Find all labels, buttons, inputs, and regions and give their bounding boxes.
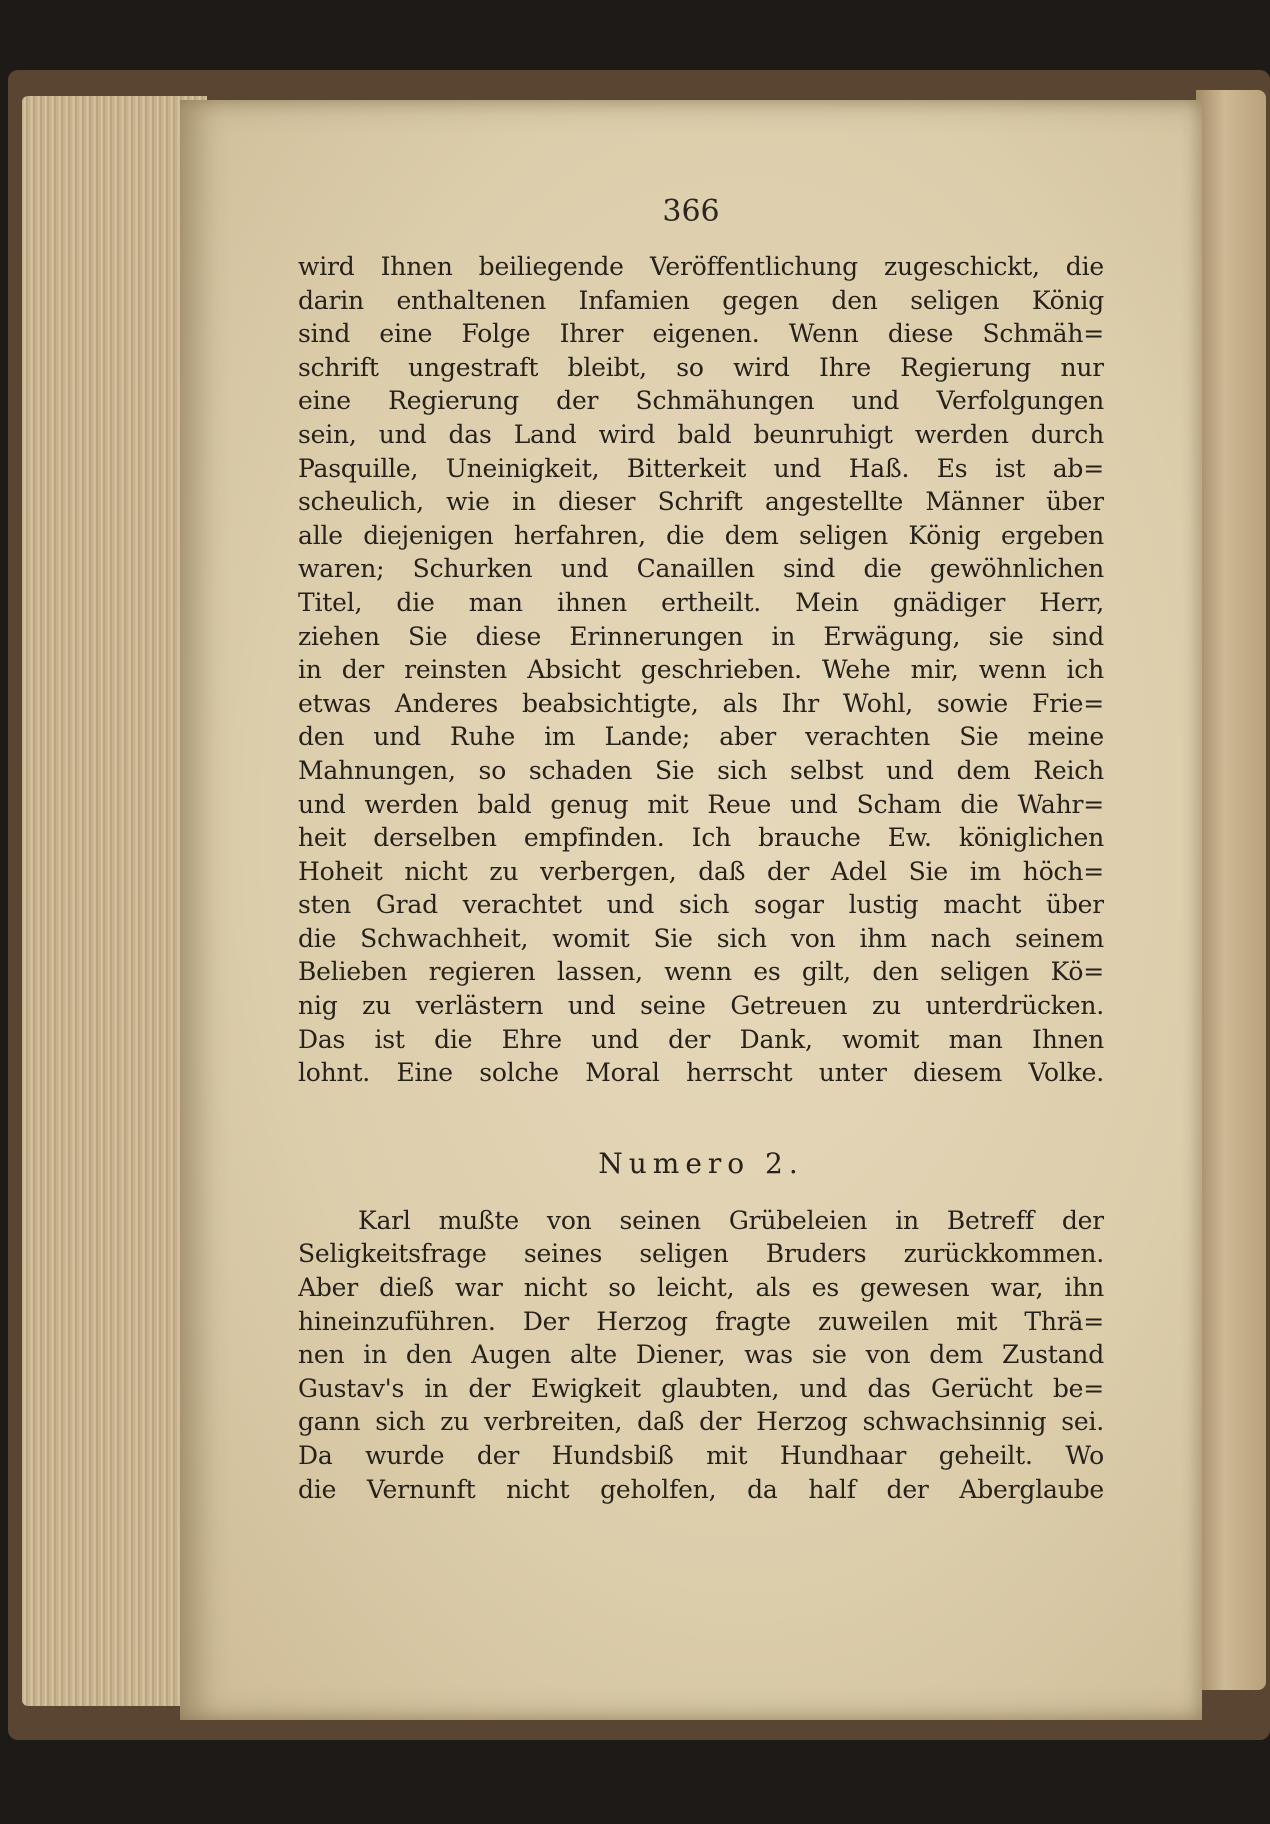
text-line: Gustav's in der Ewigkeit glaubten, und das Gerücht be= <box>298 1373 1104 1403</box>
text-line: etwas Anderes beabsichtigte, als Ihr Wohl, sowie Frie= <box>298 688 1104 718</box>
text-line: ziehen Sie diese Erinnerungen in Erwägung, sie sind <box>298 621 1104 651</box>
text-line: wird Ihnen beiliegende Veröffentlichung zugeschickt, die <box>298 252 1104 281</box>
text-line: gann sich zu verbreiten, daß der Herzog schwachsinnig sei. <box>298 1407 1104 1437</box>
paragraph-numero-2 <box>298 1204 1104 1506</box>
text-line: Das ist die Ehre und der Dank, womit man Ihnen <box>298 1024 1104 1054</box>
book-page <box>180 100 1202 1720</box>
text-line: lohnt. Eine solche Moral herrscht unter diesem Volke. <box>298 1058 1104 1088</box>
text-line: den und Ruhe im Lande; aber verachten Sie meine <box>298 722 1104 752</box>
page-number: 366 <box>662 194 720 229</box>
text-line: Aber dieß war nicht so leicht, als es gewesen war, ihn <box>298 1273 1104 1303</box>
text-line: sten Grad verachtet und sich sogar lustig macht über <box>298 890 1104 920</box>
text-line: die Schwachheit, womit Sie sich von ihm nach seinem <box>298 923 1104 953</box>
text-line: alle diejenigen herfahren, die dem seligen König ergeben <box>298 520 1104 550</box>
text-line: heit derselben empfinden. Ich brauche Ew. königlichen <box>298 823 1104 853</box>
text-line: schrift ungestraft bleibt, so wird Ihre Regierung nur <box>298 352 1104 382</box>
page-text <box>298 250 1104 1506</box>
paragraph-letter <box>298 250 1104 1090</box>
text-line: nen in den Augen alte Diener, was sie von dem Zustand <box>298 1340 1104 1370</box>
text-line: scheulich, wie in dieser Schrift angestellte Männer über <box>298 487 1104 517</box>
text-line: Hoheit nicht zu verbergen, daß der Adel Sie im höch= <box>298 856 1104 886</box>
text-line: Titel, die man ihnen ertheilt. Mein gnädiger Herr, <box>298 587 1104 617</box>
text-line: sein, und das Land wird bald beunruhigt werden durch <box>298 419 1104 449</box>
text-line: darin enthaltenen Infamien gegen den seligen König <box>298 285 1104 315</box>
text-line: nig zu verlästern und seine Getreuen zu unterdrücken. <box>298 991 1104 1021</box>
text-line: sind eine Folge Ihrer eigenen. Wenn diese Schmäh= <box>298 319 1104 349</box>
facing-page-edge <box>1196 90 1266 1690</box>
text-line: Mahnungen, so schaden Sie sich selbst und dem Reich <box>298 755 1104 785</box>
text-line: Da wurde der Hundsbiß mit Hundhaar geheilt. Wo <box>298 1441 1104 1470</box>
text-line: Pasquille, Uneinigkeit, Bitterkeit und Haß. Es ist ab= <box>298 453 1104 483</box>
text-line: die Vernunft nicht geholfen, da half der Aberglaube <box>298 1474 1104 1504</box>
text-line: Seligkeitsfrage seines seligen Bruders zurückkommen. <box>298 1239 1104 1269</box>
section-heading: Numero 2. <box>598 1146 804 1180</box>
text-line: Belieben regieren lassen, wenn es gilt, den seligen Kö= <box>298 957 1104 987</box>
text-line: hineinzuführen. Der Herzog fragte zuweilen mit Thrä= <box>298 1306 1104 1336</box>
text-line: und werden bald genug mit Reue und Scham die Wahr= <box>298 789 1104 819</box>
text-line: in der reinsten Absicht geschrieben. Wehe mir, wenn ich <box>298 655 1104 685</box>
text-line: Karl mußte von seinen Grübeleien in Betreff der <box>358 1205 1104 1235</box>
text-line: waren; Schurken und Canaillen sind die gewöhnlichen <box>298 554 1104 584</box>
text-line: eine Regierung der Schmähungen und Verfolgungen <box>298 386 1104 416</box>
